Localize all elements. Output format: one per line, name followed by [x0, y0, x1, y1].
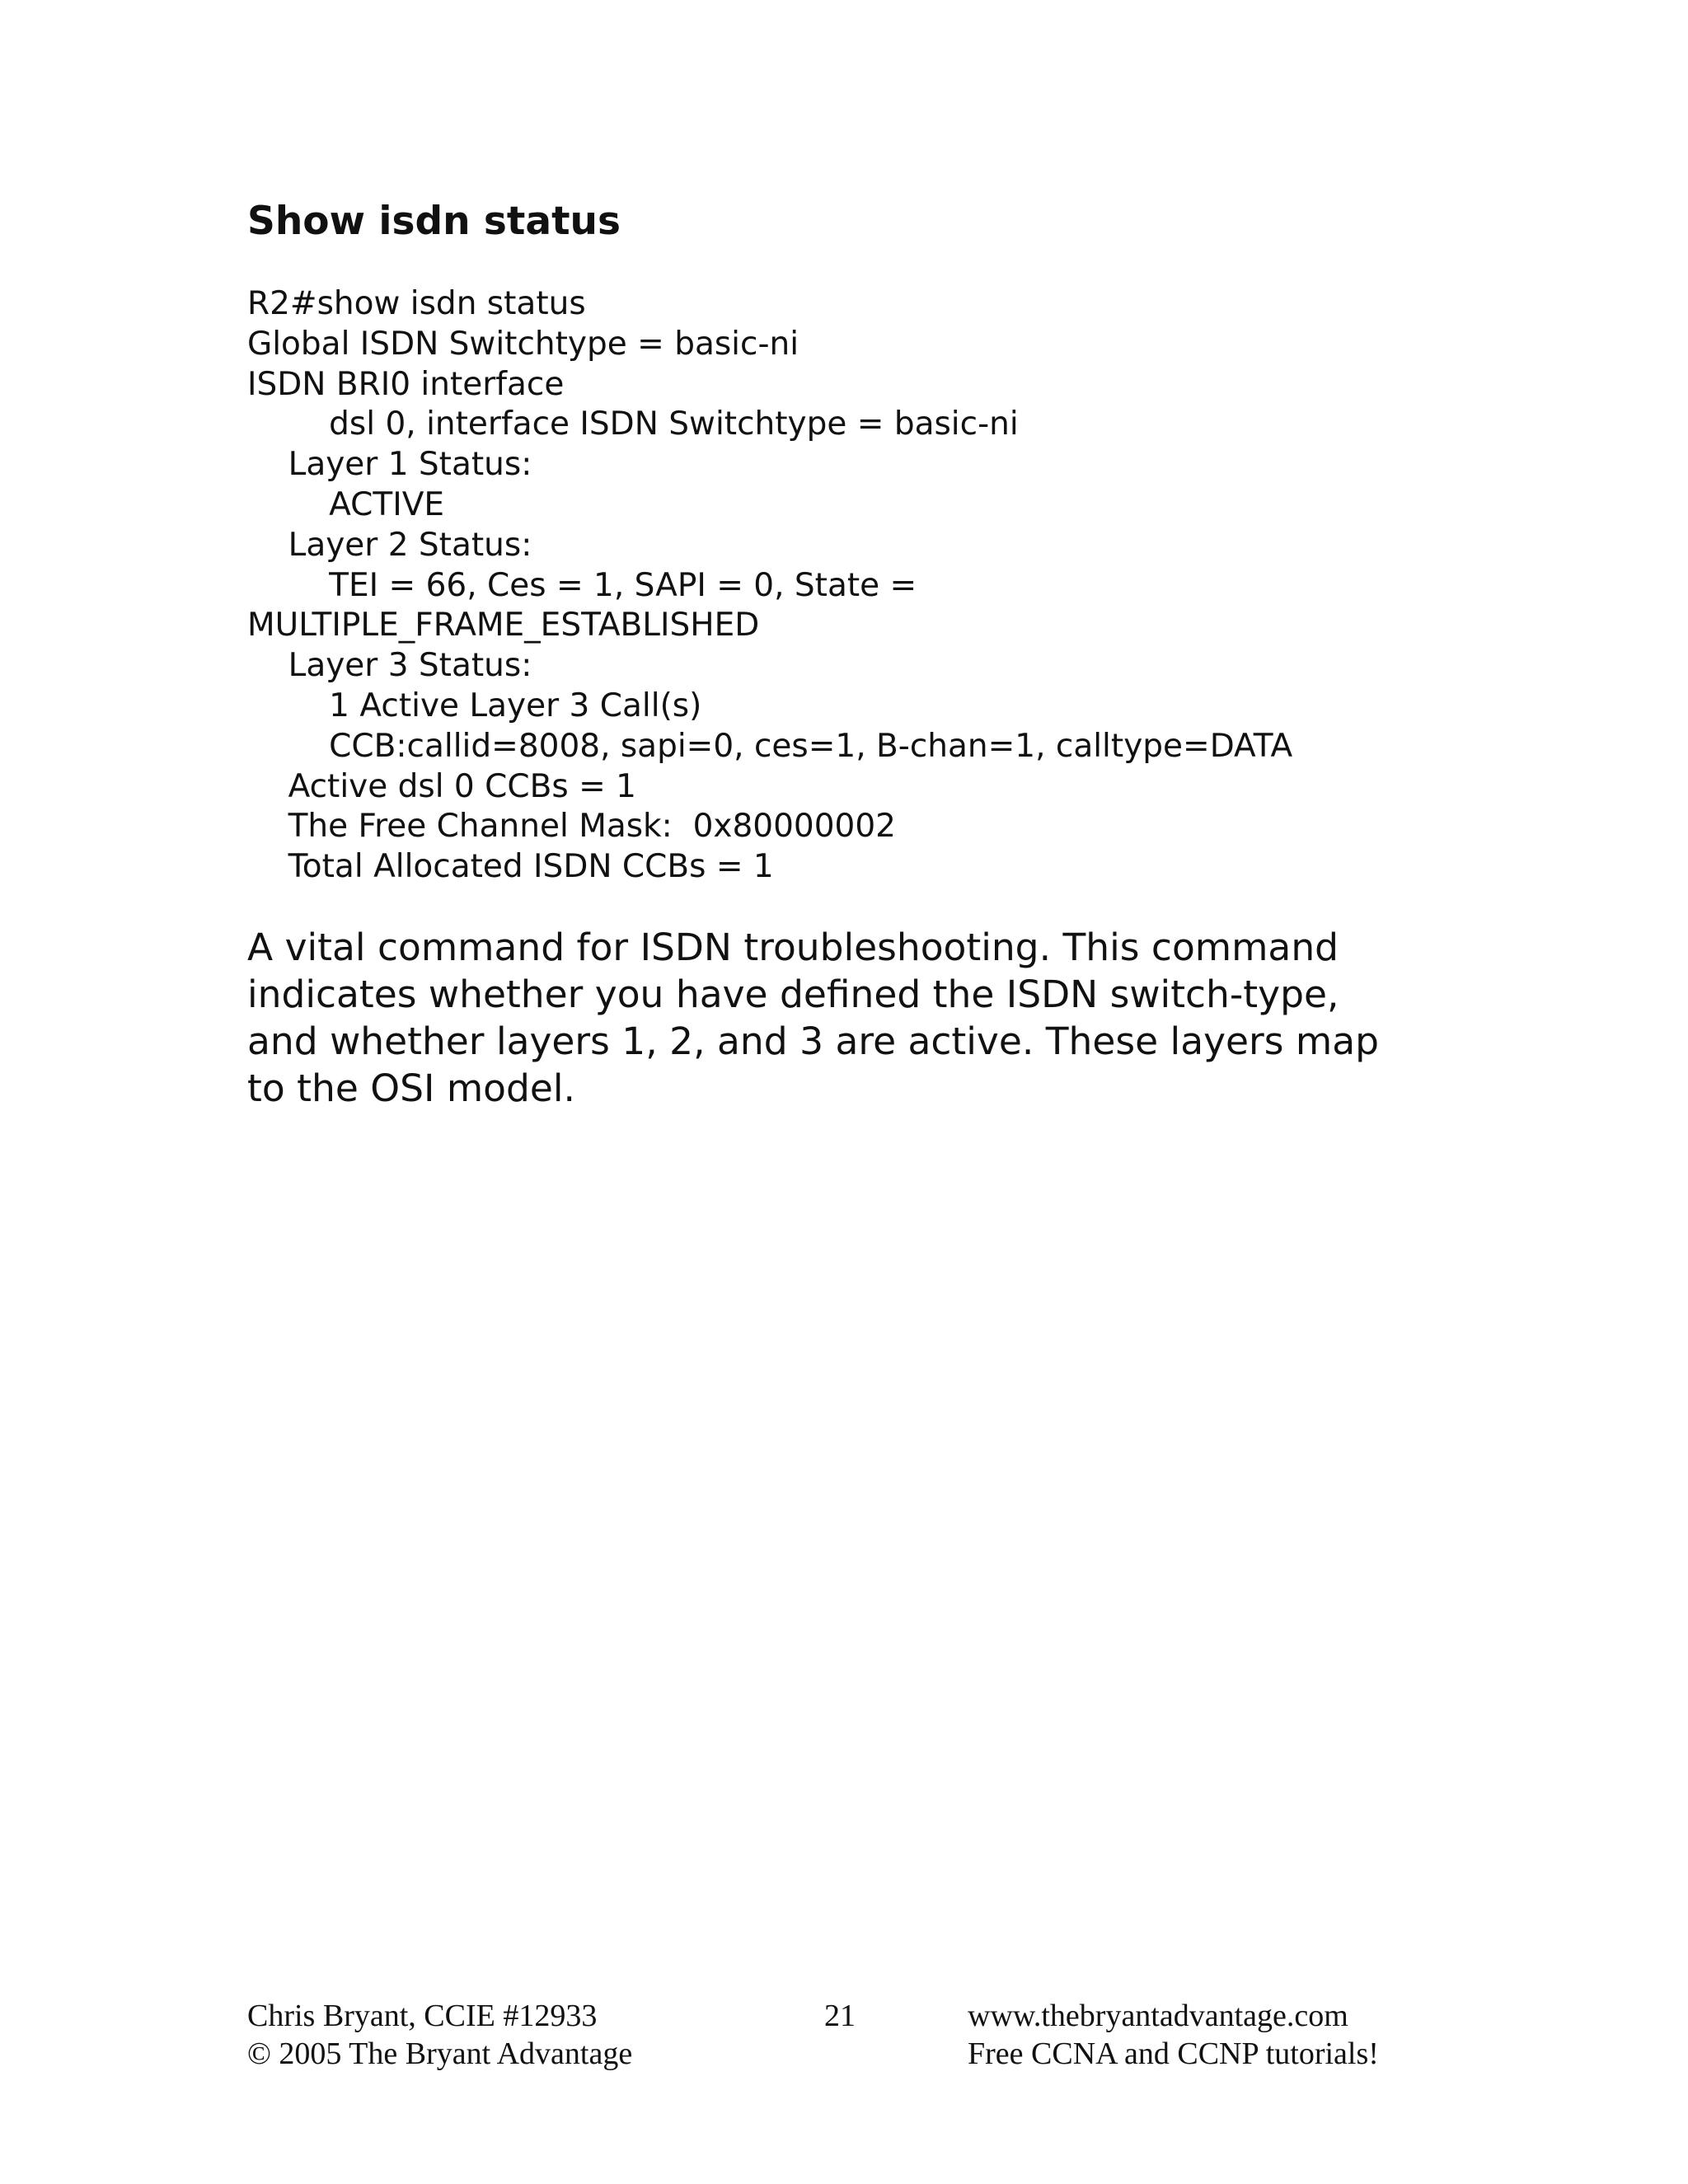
console-line: R2#show isdn status	[247, 285, 586, 322]
console-line: 1 Active Layer 3 Call(s)	[247, 687, 702, 724]
console-line: Active dsl 0 CCBs = 1	[247, 767, 636, 805]
console-line: The Free Channel Mask: 0x80000002	[247, 808, 896, 846]
footer-right	[968, 1997, 1379, 2073]
footer-center	[824, 1997, 856, 2035]
paragraph-line: and whether layers 1, 2, and 3 are active. These layers map	[247, 1019, 1379, 1063]
console-line: MULTIPLE_FRAME_ESTABLISHED	[247, 607, 760, 644]
console-line: ACTIVE	[247, 485, 445, 523]
console-line: Layer 3 Status:	[247, 647, 532, 685]
console-line: Global ISDN Switchtype = basic-ni	[247, 325, 799, 363]
footer-tagline: Free CCNA and CCNP tutorials!	[968, 2036, 1379, 2071]
console-line: Layer 1 Status:	[247, 446, 532, 484]
paragraph-line: to the OSI model.	[247, 1066, 575, 1110]
console-line: CCB:callid=8008, sapi=0, ces=1, B-chan=1, calltype=DATA	[247, 727, 1293, 765]
body-paragraph	[247, 924, 1451, 1112]
paragraph-line: indicates whether you have defined the ISDN switch-type,	[247, 972, 1339, 1016]
footer-website: www.thebryantadvantage.com	[968, 1999, 1348, 2033]
footer-left	[247, 1997, 632, 2073]
section-heading: Show isdn status	[247, 199, 621, 244]
console-line: Layer 2 Status:	[247, 526, 532, 564]
console-line: ISDN BRI0 interface	[247, 365, 565, 403]
console-line: Total Allocated ISDN CCBs = 1	[247, 848, 774, 886]
console-line: dsl 0, interface ISDN Switchtype = basic-ni	[247, 405, 1019, 443]
page-number: 21	[824, 1999, 856, 2033]
paragraph-line: A vital command for ISDN troubleshooting. This command	[247, 926, 1339, 969]
footer-copyright: © 2005 The Bryant Advantage	[247, 2036, 633, 2071]
console-line: TEI = 66, Ces = 1, SAPI = 0, State =	[247, 566, 917, 604]
footer-author: Chris Bryant, CCIE #12933	[247, 1999, 598, 2033]
command-output-block	[247, 284, 1484, 888]
